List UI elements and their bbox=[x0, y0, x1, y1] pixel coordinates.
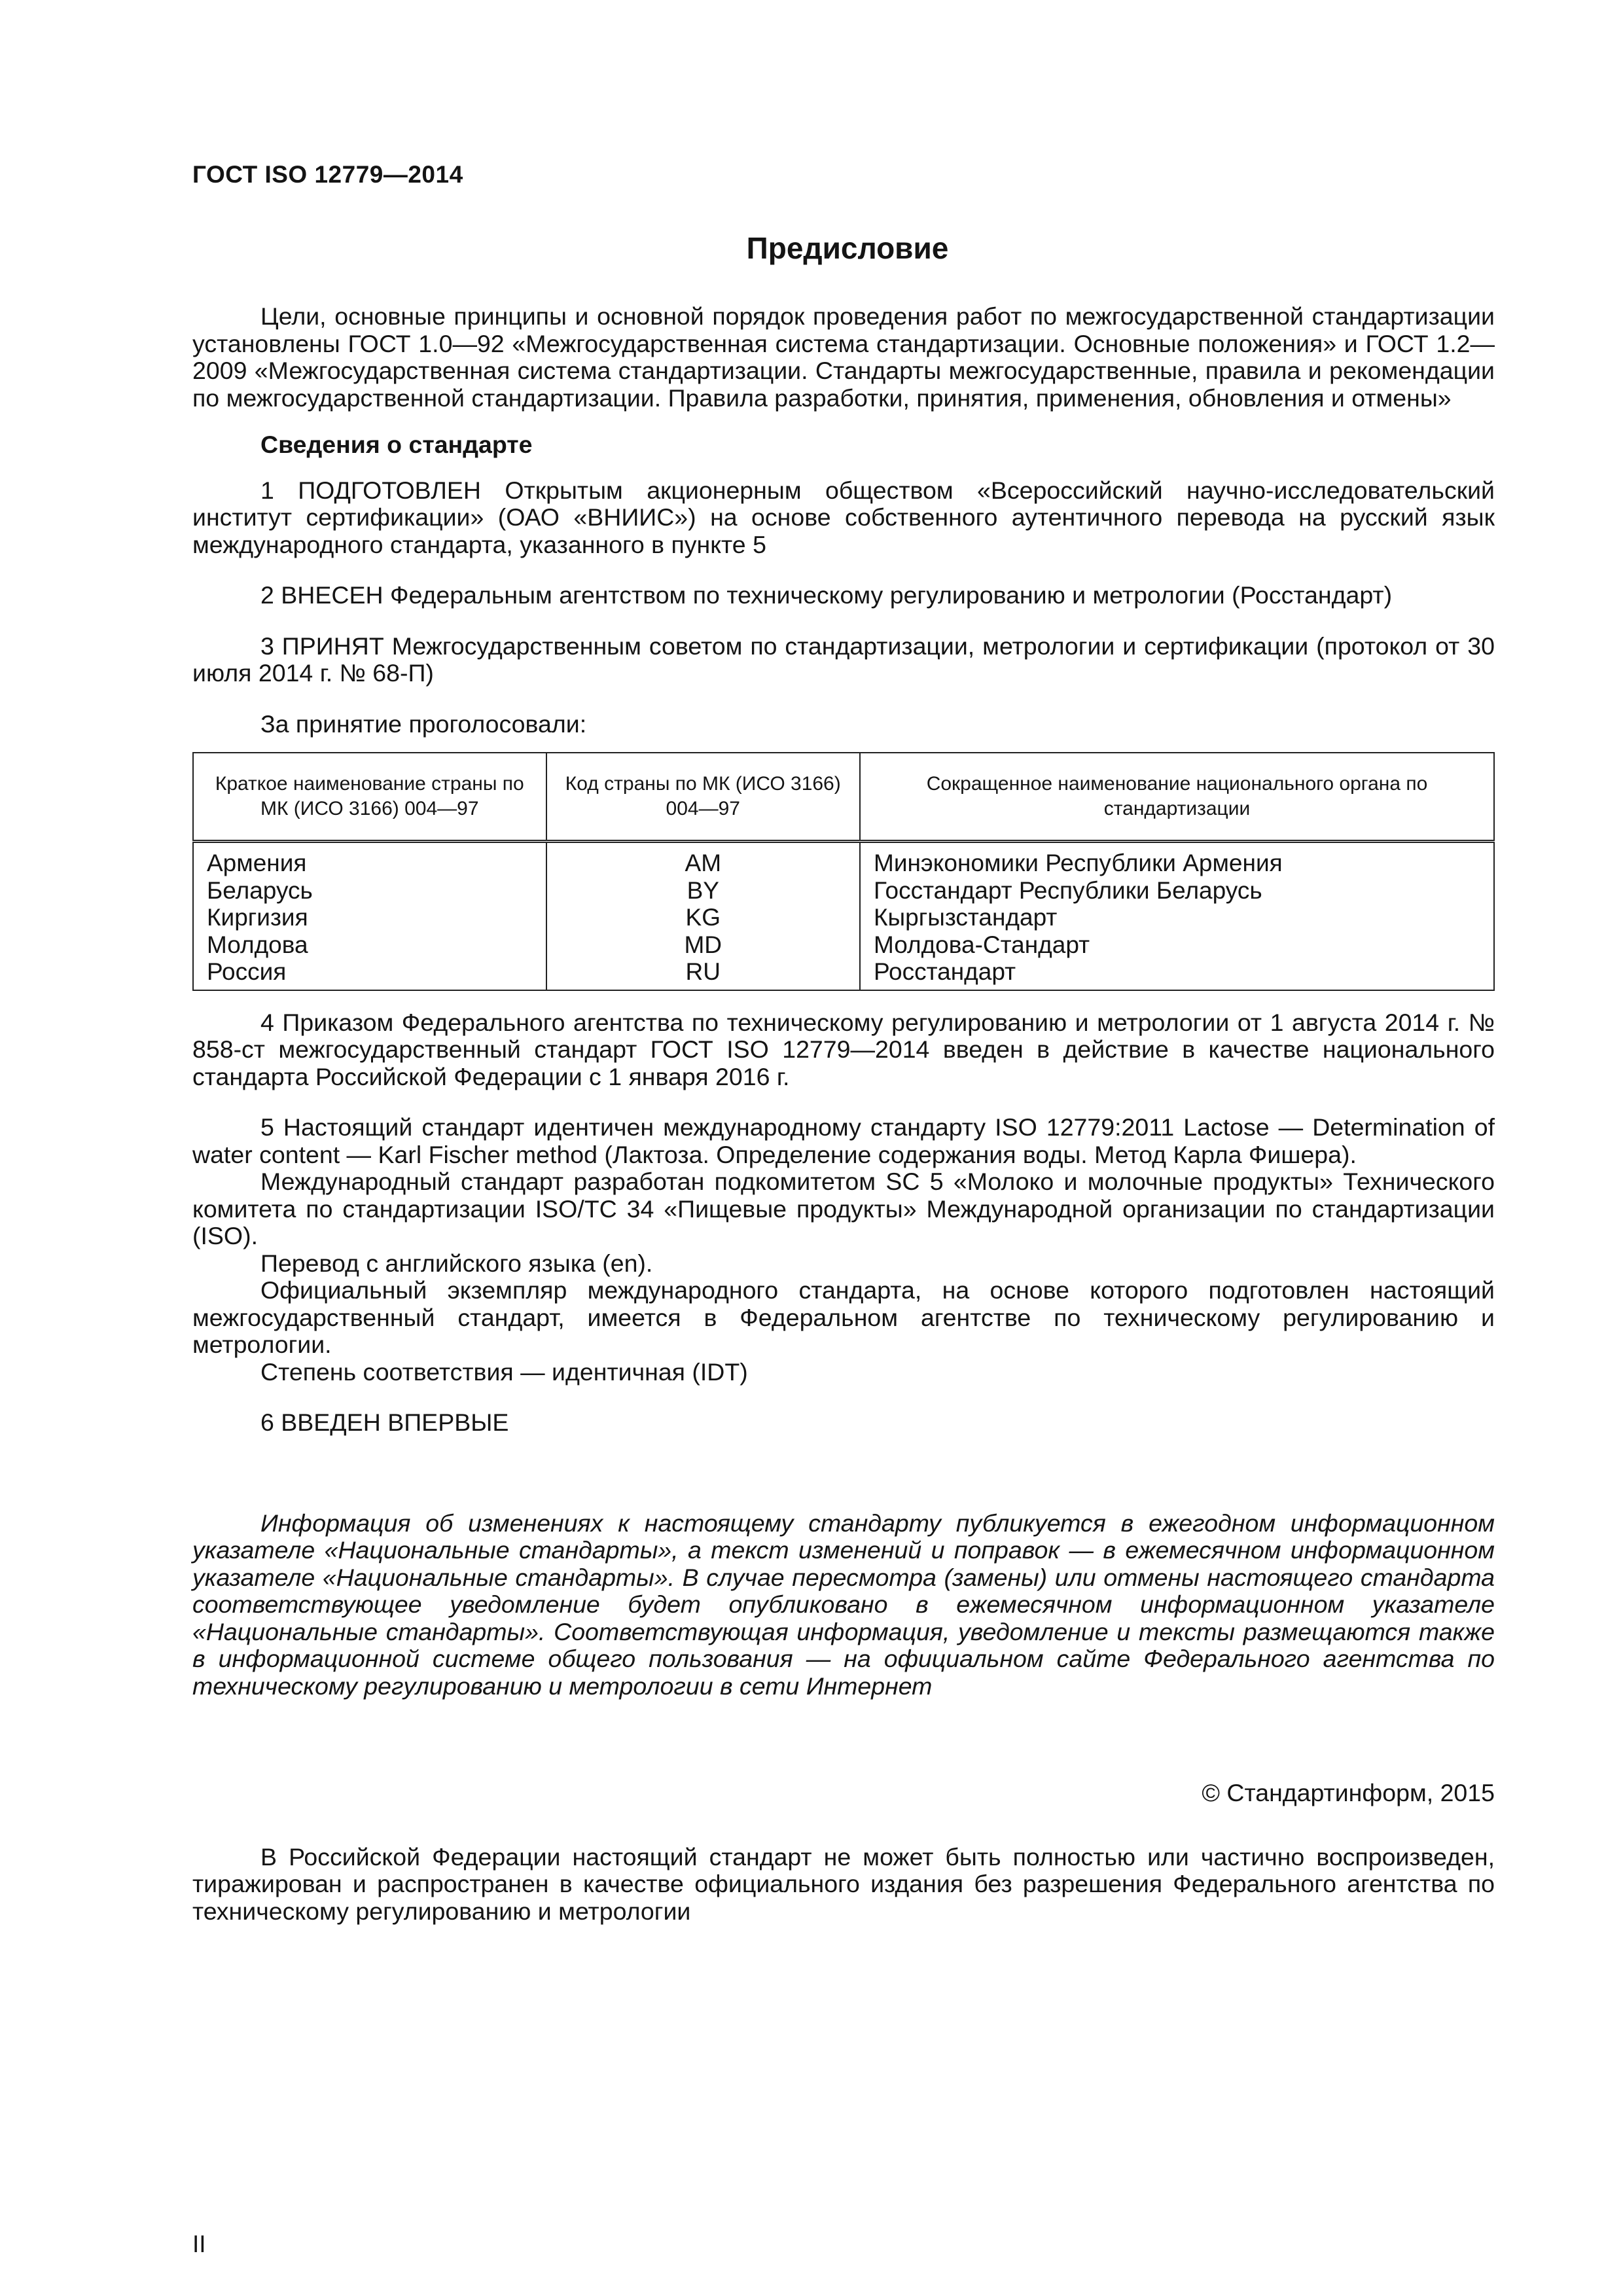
table-row bbox=[193, 877, 1494, 905]
table-row bbox=[193, 842, 1494, 877]
cell-code: KG bbox=[546, 904, 860, 931]
page-number: II bbox=[192, 2231, 206, 2257]
page-title: Предисловие bbox=[746, 231, 949, 265]
cell-code: AM bbox=[546, 842, 860, 877]
item-5-translation-paragraph: Перевод с английского языка (en). bbox=[260, 1249, 653, 1277]
document-page bbox=[192, 0, 1495, 2296]
header-country: Краткое наименование страны по МК (ИСО 3166) 004—97 bbox=[193, 753, 546, 842]
document-id: ГОСТ ISO 12779—2014 bbox=[192, 161, 463, 188]
item-3-paragraph: 3 ПРИНЯТ Межгосударственным советом по стандартизации, метрологии и сертификации (протокол от 30 июля 2014 г. № 68-П) bbox=[192, 632, 1495, 687]
document-body bbox=[192, 303, 1495, 1925]
table-row bbox=[193, 904, 1494, 931]
cell-country: Россия bbox=[193, 958, 546, 990]
intro-paragraph: Цели, основные принципы и основной порядок проведения работ по межгосударственной стандартизации установлены ГОСТ 1.0—92 «Межгосударственная система стандартизации. Основные положения» и ГОСТ 1.2—2009 «Межгосударственная система стандартизации. Стандарты межгосударственные, правила и рекомендации по межгосударственной стандартизации. Правила разработки, принятия, применения, обновления и отмены» bbox=[192, 302, 1495, 412]
vote-intro: За принятие проголосовали: bbox=[260, 709, 587, 738]
copyright-line: © Стандартинформ, 2015 bbox=[1202, 1779, 1495, 1806]
cell-code: MD bbox=[546, 931, 860, 959]
cell-national-body: Кыргызстандарт bbox=[860, 904, 1494, 931]
table-row bbox=[193, 958, 1494, 990]
header-code: Код страны по МК (ИСО 3166) 004—97 bbox=[546, 753, 860, 842]
cell-code: BY bbox=[546, 877, 860, 905]
item-5-conformity-paragraph: Степень соответствия — идентичная (IDT) bbox=[260, 1357, 748, 1386]
cell-national-body: Молдова-Стандарт bbox=[860, 931, 1494, 959]
item-2-paragraph: 2 ВНЕСЕН Федеральным агентством по техническому регулированию и метрологии (Росстандарт) bbox=[260, 581, 1393, 609]
cell-country: Армения bbox=[193, 842, 546, 877]
item-6-paragraph: 6 ВВЕДЕН ВПЕРВЫЕ bbox=[260, 1408, 509, 1436]
header-national-body: Сокращенное наименование национального органа по стандартизации bbox=[860, 753, 1494, 842]
info-note: Информация об изменениях к настоящему стандарту публикуется в ежегодном информационном указателе «Национальные стандарты», а текст изменений и поправок — в ежемесячном информационном указателе «Национальные стандарты». В случае пересмотра (замены) или отмены настоящего стандарта соответствующее уведомление будет опубликовано в ежемесячном информационном указателе «Национальные стандарты». Соответствующая информация, уведомление и тексты размещаются также в информационной системе общего пользования — на официальном сайте Федерального агентства по техническому регулированию и метрологии в сети Интернет bbox=[192, 1509, 1495, 1700]
cell-national-body: Госстандарт Республики Беларусь bbox=[860, 877, 1494, 905]
rights-paragraph: В Российской Федерации настоящий стандарт не может быть полностью или частично воспроизведен, тиражирован и распространен в качестве официального издания без разрешения Федерального агентства по техническому регулированию и метрологии bbox=[192, 1842, 1495, 1925]
cell-national-body: Росстандарт bbox=[860, 958, 1494, 990]
item-5-official-copy-paragraph: Официальный экземпляр международного стандарта, на основе которого подготовлен настоящий межгосударственный стандарт, имеется в Федеральном агентстве по техническому регулированию и метрологии. bbox=[192, 1276, 1495, 1358]
section-heading: Сведения о стандарте bbox=[260, 431, 533, 458]
table-row bbox=[193, 931, 1494, 959]
cell-code: RU bbox=[546, 958, 860, 990]
voting-table bbox=[192, 752, 1495, 991]
item-5-paragraph: 5 Настоящий стандарт идентичен международному стандарту ISO 12779:2011 Lactose — Determination of water content — Karl Fischer method (Лактоза. Определение содержания воды. Метод Карла Фишера). bbox=[192, 1113, 1495, 1168]
cell-country: Киргизия bbox=[193, 904, 546, 931]
item-5-origin-paragraph: Международный стандарт разработан подкомитетом SC 5 «Молоко и молочные продукты» Технического комитета по стандартизации ISO/TC 34 «Пищевые продукты» Международной организации по стандартизации (ISO). bbox=[192, 1168, 1495, 1249]
item-1-paragraph: 1 ПОДГОТОВЛЕН Открытым акционерным обществом «Всероссийский научно-исследовательский институт сертификации» (ОАО «ВНИИС») на основе собственного аутентичного перевода на русский язык международного стандарта, указанного в пункте 5 bbox=[192, 476, 1495, 558]
cell-national-body: Минэкономики Республики Армения bbox=[860, 842, 1494, 877]
cell-country: Беларусь bbox=[193, 877, 546, 905]
cell-country: Молдова bbox=[193, 931, 546, 959]
table-header-row bbox=[193, 753, 1494, 842]
item-4-paragraph: 4 Приказом Федерального агентства по техническому регулированию и метрологии от 1 августа 2014 г. № 858-ст межгосударственный стандарт ГОСТ ISO 12779—2014 введен в действие в качестве национального стандарта Российской Федерации с 1 января 2016 г. bbox=[192, 1008, 1495, 1090]
